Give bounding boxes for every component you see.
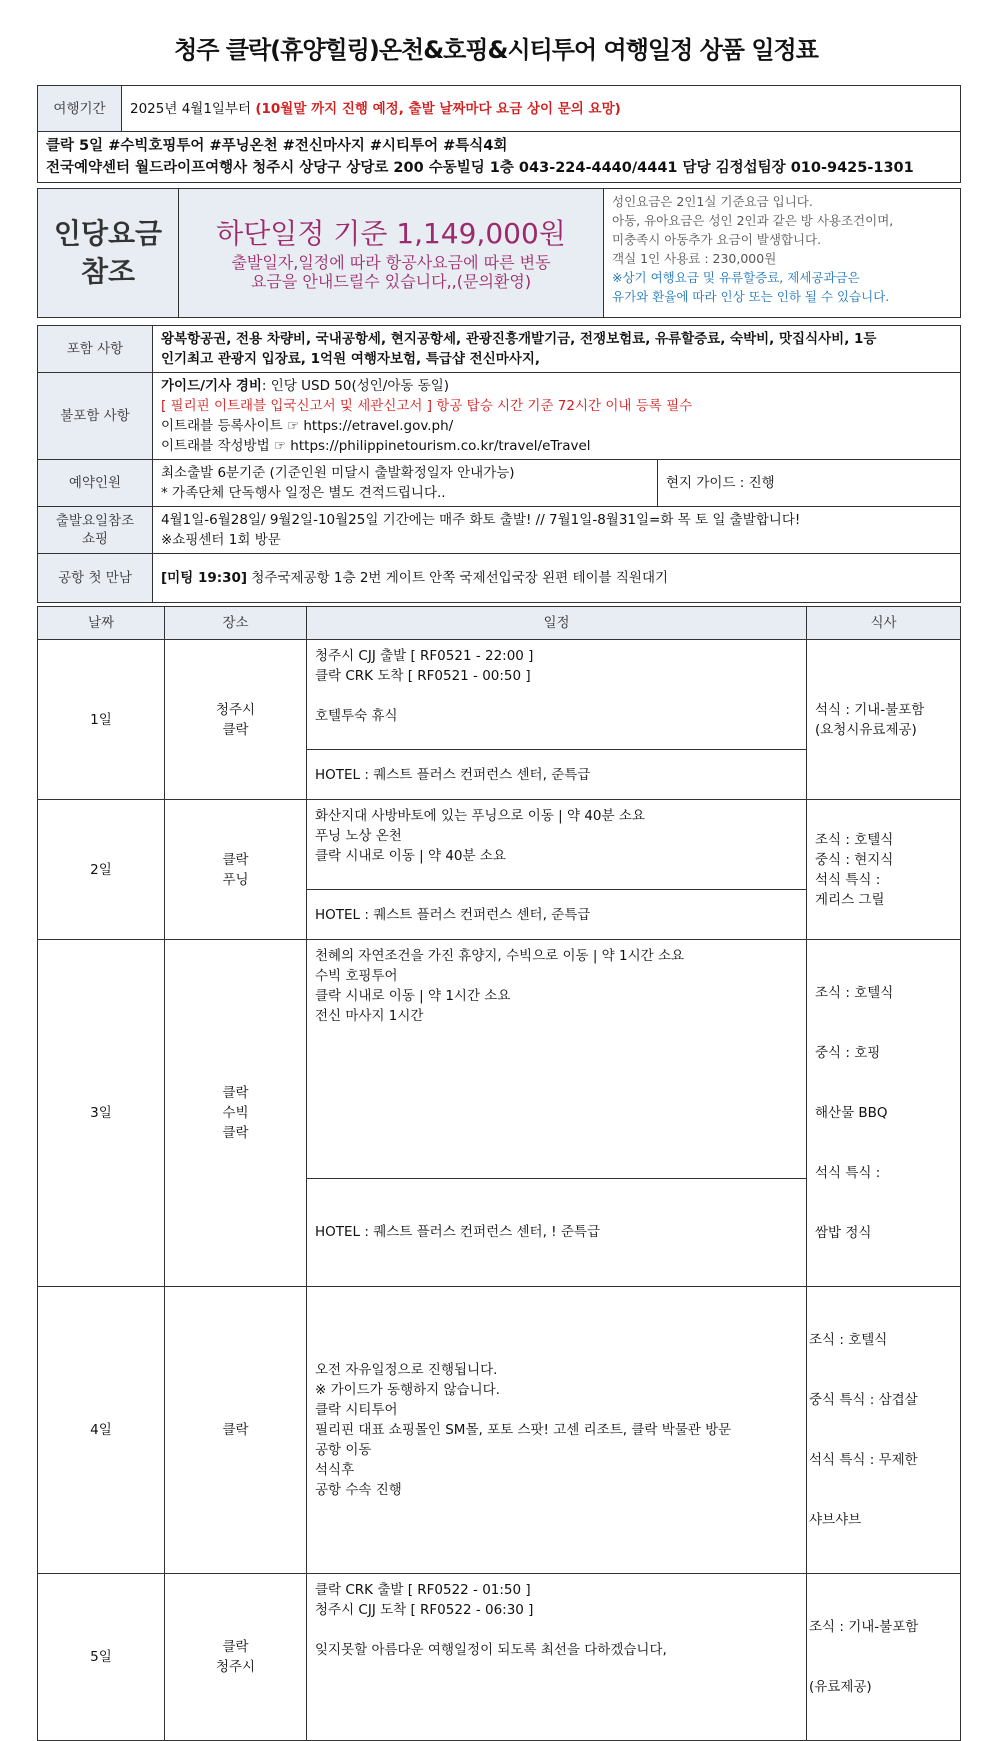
period-table [37, 85, 961, 183]
price-note: 아동, 유아요금은 성인 2인과 같은 방 사용조건이며, [612, 213, 894, 228]
page-title: 청주 클락(휴양힐링)온천&호핑&시티투어 여행일정 상품 일정표 [174, 36, 818, 64]
itinerary-item: 클락 CRK 출발 [ RF0522 - 01:50 ] [315, 1582, 531, 1598]
itinerary-5 [307, 1574, 807, 1741]
price-sub-1: 출발일자,일정에 따라 항공사요금에 따른 변동 [231, 253, 551, 272]
excluded-label: 불포함 사항 [38, 373, 153, 460]
meal: 게리스 그릴 [815, 891, 885, 908]
day-3: 3일 [38, 940, 165, 1287]
airport-label: 공항 첫 만남 [38, 554, 153, 603]
itinerary-item: 공항 이동 [315, 1442, 372, 1458]
meal: 중식 : 현지식 [815, 851, 894, 868]
itinerary-item: 오전 자유일정으로 진행됩니다. [315, 1362, 498, 1378]
info-table [37, 325, 961, 603]
airport-value [153, 554, 961, 603]
header-date: 날짜 [38, 607, 165, 640]
day-1: 1일 [38, 640, 165, 800]
place: 클락 [222, 1639, 249, 1655]
booking-value [153, 460, 658, 507]
departure-label-2: 쇼핑 [81, 531, 109, 547]
price-note: 성인요금은 2인1실 기준요금 입니다. [612, 194, 813, 209]
period-label: 여행기간 [38, 86, 122, 132]
meal: (요청시유료제공) [815, 721, 917, 738]
price-main: 하단일정 기준 1,149,000원 [216, 217, 566, 250]
itinerary-item: 공항 수속 진행 [315, 1482, 402, 1498]
meal: 석식 특식 : [815, 871, 881, 888]
hotel-3: HOTEL : 퀘스트 플러스 컨퍼런스 센터, ! 준특급 [307, 1178, 807, 1286]
meals-2 [807, 800, 961, 940]
meal: 조식 : 기내-불포함 [809, 1619, 919, 1635]
itinerary-item: 화산지대 사방바토에 있는 푸닝으로 이동 | 약 40분 소요 [315, 808, 645, 824]
meal: 해산물 BBQ [815, 1105, 888, 1121]
itinerary-item: 클락 시티투어 [315, 1402, 398, 1418]
day-5: 5일 [38, 1574, 165, 1741]
booking-line: * 가족단체 단독행사 일정은 별도 견적드립니다.. [161, 485, 446, 501]
included-line: 왕복항공권, 전용 차량비, 국내공항세, 현지공항세, 관광진흥개발기금, 전쟁보험료, 유류할증료, 숙박비, 맛집식사비, 1등 [161, 331, 877, 347]
place: 수빅 [222, 1105, 249, 1121]
price-notes [604, 189, 961, 318]
itinerary-item: 필리핀 대표 쇼핑몰인 SM몰, 포토 스팟! 고센 리조트, 클락 박물관 방문 [315, 1422, 732, 1438]
departure-line: 4월1일-6월28일/ 9월2일-10월25일 기간에는 매주 화토 출발! // 7월1일-8월31일=화 목 토 일 출발합니다! [161, 512, 801, 528]
meals-4 [807, 1287, 961, 1574]
meal: 쌈밥 정식 [815, 1225, 872, 1241]
place: 클락 [222, 721, 249, 738]
price-note: 객실 1인 사용료 : 230,000원 [612, 251, 777, 266]
guide-fee-value: : 인당 USD 50(성인/아동 동일) [261, 378, 450, 394]
day-4: 4일 [38, 1287, 165, 1574]
included-line: 인기최고 관광지 입장료, 1억원 여행자보험, 특급샵 전신마사지, [161, 351, 541, 367]
price-note-blue: 유가와 환율에 따라 인상 또는 인하 될 수 있습니다. [612, 289, 890, 304]
itinerary-2 [307, 800, 807, 890]
itinerary-item: 전신 마사지 1시간 [315, 1008, 424, 1024]
meals-5 [807, 1574, 961, 1741]
meal: 석식 특식 : [815, 1165, 881, 1181]
meeting-time: [미팅 19:30] [161, 570, 248, 586]
place: 청주시 [215, 1659, 256, 1675]
place-3 [165, 940, 307, 1287]
shopping-line: ※쇼핑센터 1회 방문 [161, 532, 281, 548]
price-main-cell [179, 189, 604, 318]
tags-contact [38, 132, 961, 183]
price-note-blue: ※상기 여행요금 및 유류할증료, 제세공과금은 [612, 270, 860, 285]
itinerary-3 [307, 940, 807, 1179]
contact-line: 전국예약센터 월드라이프여행사 청주시 상당구 상당로 200 수동빌딩 1층 043-224-4440/4441 담당 김정섭팀장 010-9425-1301 [46, 160, 914, 176]
included-label: 포함 사항 [38, 326, 153, 373]
itinerary-item: 청주시 CJJ 출발 [ RF0521 - 22:00 ] [315, 648, 534, 664]
meal: 샤브샤브 [809, 1512, 862, 1528]
itinerary-4 [307, 1287, 807, 1574]
itinerary-item: 푸닝 노상 온천 [315, 828, 402, 844]
hotel-1: HOTEL : 퀘스트 플러스 컨퍼런스 센터, 준특급 [307, 750, 807, 800]
meal: 조식 : 호텔식 [815, 831, 894, 848]
header-meals: 식사 [807, 607, 961, 640]
period-text: 2025년 4월1일부터 [130, 100, 256, 117]
tags-line: 클락 5일 #수빅호핑투어 #푸닝온천 #전신마사지 #시티투어 #특식4회 [46, 138, 508, 154]
itinerary-item: 잊지못할 아름다운 여행일정이 되도록 최선을 다하겠습니다, [315, 1642, 667, 1658]
day-2: 2일 [38, 800, 165, 940]
schedule-table [37, 606, 961, 1741]
etravel-method[interactable]: 이트래블 작성방법 ☞ https://philippinetourism.co.kr/travel/eTravel [161, 438, 591, 454]
itinerary-item: 클락 시내로 이동 | 약 1시간 소요 [315, 988, 511, 1004]
meals-3 [807, 940, 961, 1287]
meal: 조식 : 호텔식 [809, 1332, 888, 1348]
place-4 [165, 1287, 307, 1574]
itinerary-item: 청주시 CJJ 도착 [ RF0522 - 06:30 ] [315, 1602, 534, 1618]
itinerary-item: 클락 시내로 이동 | 약 40분 소요 [315, 848, 506, 864]
etravel-site[interactable]: 이트래블 등록사이트 ☞ https://etravel.gov.ph/ [161, 418, 454, 434]
place-1 [165, 640, 307, 800]
place: 클락 [222, 851, 249, 868]
price-sub-2: 요금을 안내드릴수 있습니다,,(문의환영) [250, 272, 532, 291]
booking-line: 최소출발 6분기준 (기준인원 미달시 출발확정일자 안내가능) [161, 465, 515, 481]
meal: (유료제공) [809, 1679, 872, 1695]
itinerary-item: 수빅 호핑투어 [315, 968, 398, 984]
itinerary-item: 클락 CRK 도착 [ RF0521 - 00:50 ] [315, 668, 531, 684]
itinerary-item: 천혜의 자연조건을 가진 휴양지, 수빅으로 이동 | 약 1시간 소요 [315, 948, 685, 964]
price-label-1: 인당요금 [53, 217, 163, 250]
departure-label [38, 507, 153, 554]
itinerary-1 [307, 640, 807, 750]
meals-1 [807, 640, 961, 800]
price-label [38, 189, 179, 318]
departure-value [153, 507, 961, 554]
price-note: 미충족시 아동추가 요금이 발생합니다. [612, 232, 822, 247]
place: 클락 [222, 1085, 249, 1101]
excluded-value [153, 373, 961, 460]
meal: 석식 특식 : 무제한 [809, 1452, 918, 1468]
hotel-2: HOTEL : 퀘스트 플러스 컨퍼런스 센터, 준특급 [307, 890, 807, 940]
header-place: 장소 [165, 607, 307, 640]
header-itinerary: 일정 [307, 607, 807, 640]
place: 클락 [222, 1125, 249, 1141]
price-label-2: 참조 [80, 255, 136, 288]
meal: 조식 : 호텔식 [815, 985, 894, 1001]
period-note: (10월말 까지 진행 예정, 출발 날짜마다 요금 상이 문의 요망) [255, 100, 621, 117]
place-5 [165, 1574, 307, 1741]
guide-fee-label: 가이드/기사 경비 [161, 378, 262, 394]
meal: 석식 : 기내-불포함 [815, 701, 925, 718]
period-value [122, 86, 961, 132]
place-2 [165, 800, 307, 940]
departure-label-1: 출발요일참조 [55, 513, 135, 529]
etravel-notice: [ 필리핀 이트래블 입국신고서 및 세관신고서 ] 항공 탑승 시간 기준 72시간 이내 등록 필수 [161, 398, 693, 414]
meal: 중식 : 호핑 [815, 1045, 881, 1061]
meal: 중식 특식 : 삼겹살 [809, 1392, 918, 1408]
meeting-place: 청주국제공항 1층 2번 게이트 안쪽 국제선입국장 왼편 테이블 직원대기 [247, 570, 669, 586]
place: 푸닝 [222, 871, 249, 888]
price-table [37, 188, 961, 318]
local-guide: 현지 가이드 : 진행 [658, 460, 961, 507]
place: 클락 [222, 1422, 249, 1438]
itinerary-item: 호텔투숙 휴식 [315, 708, 398, 724]
itinerary-item: ※ 가이드가 동행하지 않습니다. [315, 1382, 500, 1398]
itinerary-item: 석식후 [315, 1462, 355, 1478]
included-value [153, 326, 961, 373]
place: 청주시 [215, 701, 256, 718]
booking-label: 예약인원 [38, 460, 153, 507]
